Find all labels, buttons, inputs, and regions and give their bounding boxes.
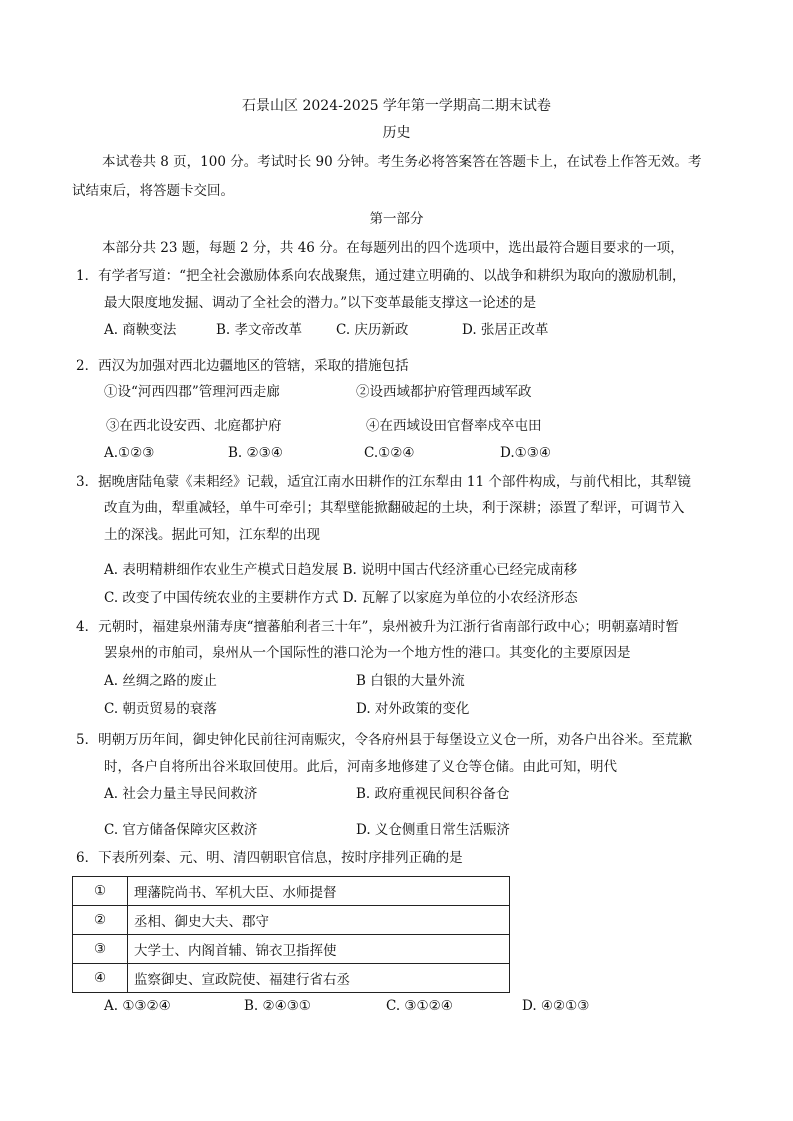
q5-option-b: B. 政府重视民间积谷备仓	[356, 786, 510, 802]
table-cell-text: 大学士、内阁首辅、锦衣卫指挥使	[128, 935, 510, 964]
q4-option-c: C. 朝贡贸易的衰落	[104, 701, 217, 717]
q5-option-d: D. 义仓侧重日常生活赈济	[356, 822, 510, 838]
table-row	[73, 964, 510, 993]
table-cell-num: ②	[73, 906, 128, 935]
table-cell-num: ①	[73, 877, 128, 906]
q2-option-b: B. ②③④	[228, 445, 283, 461]
table-cell-text: 理藩院尚书、军机大臣、水师提督	[128, 877, 510, 906]
table-row	[73, 906, 510, 935]
q1-stem-line-2: 最大限度地发掘、调动了全社会的潜力。”以下变革最能支撑这一论述的是	[104, 295, 537, 311]
q2-option-d: D.①③④	[500, 445, 551, 461]
q4-option-a: A. 丝绸之路的废止	[104, 673, 217, 689]
q4-option-b: B 白银的大量外流	[356, 673, 465, 689]
q5-stem-line-2: 时，各户自将所出谷米取回使用。此后，河南多地修建了义仓等仓储。由此可知，明代	[104, 759, 617, 775]
instructions-line-1: 本试卷共 8 页，100 分。考试时长 90 分钟。考生务必将答案答在答题卡上，在试卷上作答无效。考	[102, 154, 702, 170]
table-cell-text: 监察御史、宣政院使、福建行省右丞	[128, 964, 510, 993]
exam-title: 石景山区 2024-2025 学年第一学期高二期末试卷	[242, 98, 551, 114]
table-row	[73, 877, 510, 906]
q2-item-1: ①设“河西四郡”管理河西走廊	[104, 384, 280, 400]
table-cell-text: 丞相、御史大夫、郡守	[128, 906, 510, 935]
q2-option-c: C.①②④	[364, 445, 415, 461]
exam-subject: 历史	[382, 125, 411, 141]
part-intro: 本部分共 23 题，每题 2 分，共 46 分。在每题列出的四个选项中，选出最符合题目要求的一项，	[102, 240, 684, 256]
q4-option-d: D. 对外政策的变化	[356, 701, 470, 717]
q4-stem-line-2: 罢泉州的市舶司，泉州从一个国际性的港口沦为一个地方性的港口。其变化的主要原因是	[104, 645, 631, 661]
table-cell-num: ④	[73, 964, 128, 993]
q3-options-ab: A. 表明精耕细作农业生产模式日趋发展 B. 说明中国古代经济重心已经完成南移	[104, 562, 578, 578]
q1-stem-line-1: 1．有学者写道：“把全社会激励体系向农战聚焦，通过建立明确的、以战争和耕织为取向的激励机制，	[76, 268, 686, 284]
table-cell-num: ③	[73, 935, 128, 964]
q3-stem-line-3: 土的深浅。据此可知，江东犁的出现	[104, 527, 320, 543]
q5-option-a: A. 社会力量主导民间救济	[104, 786, 258, 802]
table-row	[73, 935, 510, 964]
q2-item-2: ②设西域都护府管理西域军政	[356, 384, 532, 400]
q2-item-4: ④在西域设田官督率戍卒屯田	[366, 418, 542, 434]
q5-option-c: C. 官方储备保障灾区救济	[104, 822, 258, 838]
part-title: 第一部分	[369, 211, 424, 227]
q6-option-c: C. ③①②④	[386, 998, 453, 1014]
instructions-line-2: 试结束后，将答题卡交回。	[72, 183, 234, 199]
q6-option-d: D. ④②①③	[522, 998, 590, 1014]
q6-option-b: B. ②④③①	[244, 998, 311, 1014]
q2-stem: 2．西汉为加强对西北边疆地区的管辖，采取的措施包括	[76, 358, 409, 374]
q6-table	[72, 876, 510, 993]
q1-option-a: A. 商鞅变法	[104, 322, 177, 338]
q2-option-a: A.①②③	[104, 445, 155, 461]
q6-option-a: A. ①③②④	[104, 998, 171, 1014]
q5-stem-line-1: 5．明朝万历年间，御史钟化民前往河南赈灾，令各府州县于每堡设立义仓一所，劝各户出谷米。至荒歉	[76, 732, 693, 748]
q4-stem-line-1: 4．元朝时，福建泉州蒲寿庚“擅蕃舶利者三十年”，泉州被升为江浙行省南部行政中心；明朝嘉靖时暂	[76, 619, 679, 635]
q3-options-cd: C. 改变了中国传统农业的主要耕作方式 D. 瓦解了以家庭为单位的小农经济形态	[104, 590, 578, 606]
q2-item-3: ③在西北设安西、北庭都护府	[106, 418, 282, 434]
q3-stem-line-2: 改直为曲，犁重减轻，单牛可牵引；其犁壁能掀翻破起的土块，利于深耕；添置了犁评，可调节入	[104, 500, 685, 516]
q3-stem-line-1: 3．据晚唐陆龟蒙《耒耜经》记载，适宜江南水田耕作的江东犁由 11 个部件构成，与前代相比，其犁镜	[76, 474, 691, 490]
q1-option-c: C. 庆历新政	[336, 322, 409, 338]
q1-option-b: B. 孝文帝改革	[216, 322, 303, 338]
q1-option-d: D. 张居正改革	[462, 322, 549, 338]
q6-stem: 6．下表所列秦、元、明、清四朝职官信息，按时序排列正确的是	[76, 850, 463, 866]
